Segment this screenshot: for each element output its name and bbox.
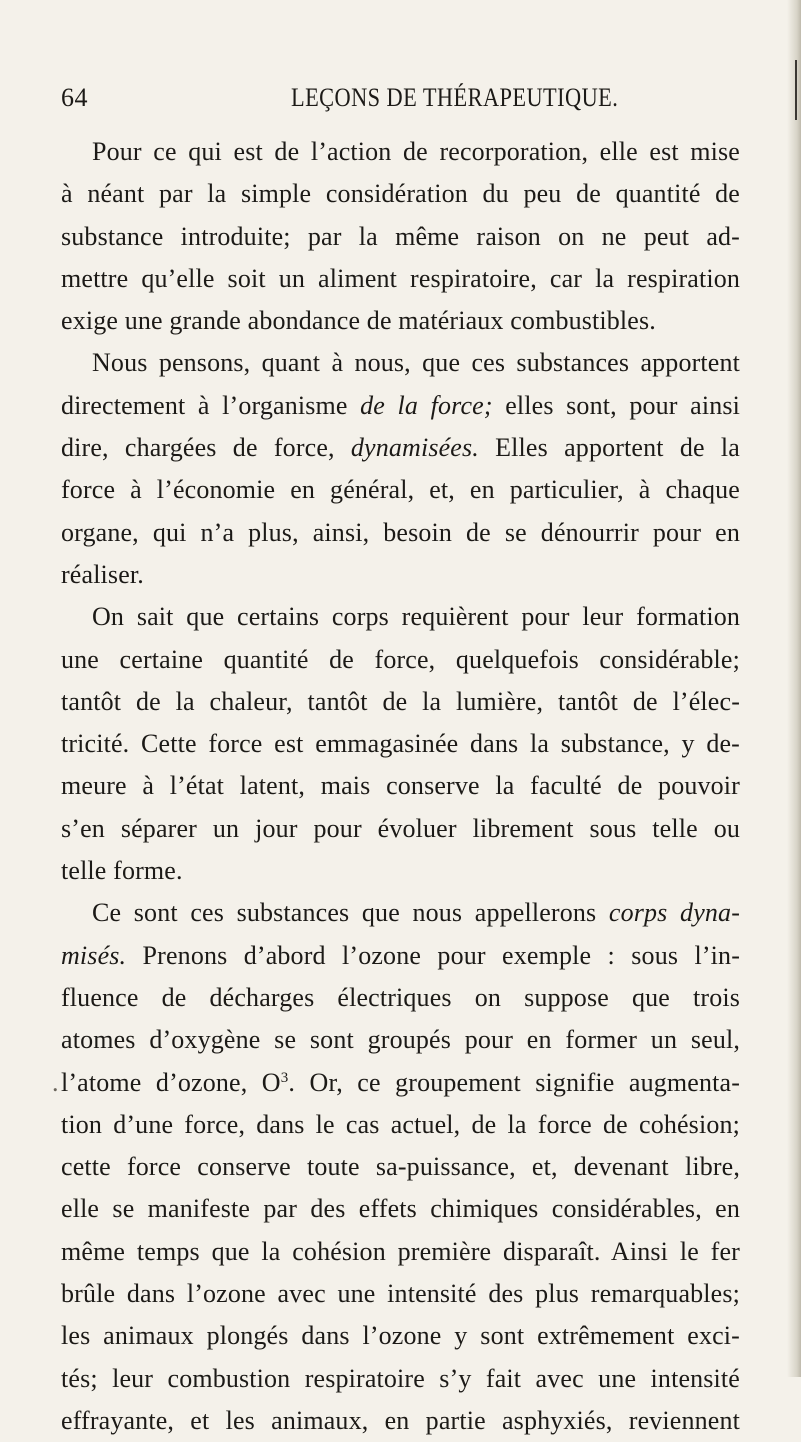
text-line xyxy=(61,850,740,892)
text-line xyxy=(61,1358,740,1400)
text-line xyxy=(61,639,740,681)
line-text: tricité. Cette force est emmagasinée dans la substance, y de- xyxy=(61,729,740,759)
superscript: 3 xyxy=(280,1069,289,1086)
text-line xyxy=(61,1315,740,1357)
line-text: . Or, ce groupement signifie augmenta- xyxy=(288,1067,741,1097)
text-line xyxy=(61,258,740,300)
line-text: Pour ce qui est de l’action de recorporation, elle est mise xyxy=(92,137,740,166)
text-line xyxy=(61,1019,740,1061)
line-text: dire, chargées de force, xyxy=(61,433,351,463)
line-text: une certaine quantité de force, quelquefois considérable; xyxy=(61,644,740,674)
italic-text: de la force; xyxy=(360,390,493,420)
text-line xyxy=(61,1104,740,1146)
line-text: meure à l’état latent, mais conserve la faculté de pouvoir xyxy=(61,771,740,801)
text-line xyxy=(61,1188,740,1230)
text-line xyxy=(61,1146,740,1188)
line-text: même temps que la cohésion première disparaît. Ainsi le fer xyxy=(61,1236,740,1266)
text-line xyxy=(61,977,740,1019)
line-text: l’atome d’ozone, O xyxy=(61,1067,281,1097)
text-line xyxy=(61,1273,740,1315)
line-text: tantôt de la chaleur, tantôt de la lumière, tantôt de l’élec- xyxy=(61,686,740,716)
line-text: cette force conserve toute sa-puissance, et, devenant libre, xyxy=(61,1152,740,1182)
text-line xyxy=(61,723,740,765)
text-line xyxy=(61,681,740,723)
italic-text: dynamisées. xyxy=(350,433,479,463)
line-text: telle forme. xyxy=(61,856,183,886)
text-line xyxy=(61,300,740,342)
text-line xyxy=(61,173,740,215)
line-text: atomes d’oxygène se sont groupés pour en former un seul, xyxy=(61,1025,740,1055)
line-text: Nous pensons, quant à nous, que ces substances apportent xyxy=(92,348,740,378)
text-line xyxy=(61,808,740,850)
line-text: Ce sont ces substances que nous appellerons xyxy=(92,898,609,928)
line-text: effrayante, et les animaux, en partie asphyxiés, reviennent xyxy=(61,1405,740,1435)
binding-mark xyxy=(795,60,797,120)
page-number: 64 xyxy=(61,83,88,112)
text-line xyxy=(61,427,740,469)
line-text: mettre qu’elle soit un aliment respiratoire, car la respiration xyxy=(61,263,740,293)
text-line xyxy=(61,892,740,934)
text-line xyxy=(61,512,740,554)
line-text: exige une grande abondance de matériaux combustibles. xyxy=(61,306,656,336)
text-line xyxy=(61,1400,740,1442)
line-text: tés; leur combustion respiratoire s’y fait avec une intensité xyxy=(61,1363,740,1393)
line-text: brûle dans l’ozone avec une intensité des plus remarquables; xyxy=(61,1279,740,1309)
text-line xyxy=(61,1062,740,1104)
line-text: elle se manifeste par des effets chimiques considérables, en xyxy=(61,1194,740,1224)
line-text: à néant par la simple considération du peu de quantité de xyxy=(61,179,740,209)
line-text: réaliser. xyxy=(61,559,144,589)
text-line xyxy=(61,765,740,807)
line-text: substance introduite; par la même raison on ne peut ad- xyxy=(61,221,740,251)
line-text: elles sont, pour ainsi xyxy=(492,390,741,420)
body-text xyxy=(61,131,740,1442)
italic-text: corps dyna- xyxy=(608,898,741,928)
text-line xyxy=(61,554,740,596)
text-line xyxy=(61,131,740,173)
line-text: les animaux plongés dans l’ozone y sont extrêmement exci- xyxy=(61,1321,740,1351)
text-line xyxy=(61,342,740,384)
running-title: LEÇONS DE THÉRAPEUTIQUE. xyxy=(291,83,619,112)
text-line xyxy=(61,216,740,258)
line-text: force à l’économie en général, et, en particulier, à chaque xyxy=(61,475,740,505)
italic-text: misés. xyxy=(61,940,127,970)
page-header xyxy=(61,83,731,123)
line-text: Elles apportent de la xyxy=(478,433,740,463)
text-line xyxy=(61,935,740,977)
text-line xyxy=(61,1231,740,1273)
text-line xyxy=(61,385,740,427)
line-text: On sait que certains corps requièrent pour leur formation xyxy=(92,602,740,632)
text-line xyxy=(61,469,740,511)
line-text: s’en séparer un jour pour évoluer librement sous telle ou xyxy=(61,813,740,843)
line-text: tion d’une force, dans le cas actuel, de la force de cohésion; xyxy=(61,1109,740,1139)
line-text: Prenons d’abord l’ozone pour exemple : sous l’in- xyxy=(126,940,740,970)
page-edge-shadow xyxy=(787,0,801,1377)
line-text: organe, qui n’a plus, ainsi, besoin de se dénourrir pour en xyxy=(61,517,740,547)
line-text: fluence de décharges électriques on suppose que trois xyxy=(61,982,740,1012)
text-line xyxy=(61,596,740,638)
line-text: directement à l’organisme xyxy=(61,390,361,420)
